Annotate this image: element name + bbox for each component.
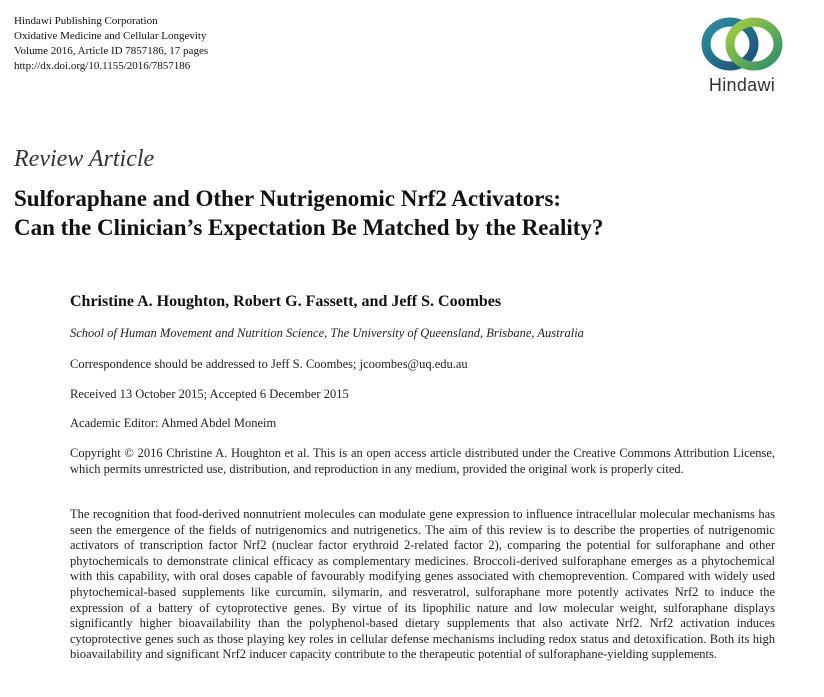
journal-name: Oxidative Medicine and Cellular Longevity xyxy=(14,30,207,42)
volume-info: Volume 2016, Article ID 7857186, 17 pages xyxy=(14,45,209,57)
received-dates: Received 13 October 2015; Accepted 6 December 2015 xyxy=(70,387,349,401)
abstract-text: The recognition that food-derived nonnutrient molecules can modulate gene expression to influence intracellular molecular mechanisms has seen the emergence of the fields of nutrigenomics and nutrigenetics. The aim of this review is to describe the properties of nutrigenomic activators of transcription factor Nrf2 (nuclear factor erythroid 2-related factor 2), comparing the potential for sulforaphane and other phytochemicals to demonstrate clinical efficacy as complementary medicines. Broccoli-derived sulforaphane emerges as a phytochemical with this capability, with oral doses capable of favourably modifying genes associated with chemoprevention. Compared with widely used phytochemical-based supplements like curcumin, silymarin, and resveratrol, sulforaphane more potently activates Nrf2 to induce the expression of a battery of cytoprotective genes. By virtue of its lipophilic nature and low molecular weight, sulforaphane displays significantly higher bioavailability than the polyphenol-based dietary supplements that also activate Nrf2. Nrf2 activation induces cytoprotective genes such as those playing key roles in cellular defense mechanisms including redox status and detoxification. Both its high bioavailability and significant Nrf2 inducer capacity contribute to the therapeutic potential of sulforaphane-yielding supplements. xyxy=(70,507,775,662)
journal-header xyxy=(14,14,208,74)
hindawi-wordmark: Hindawi xyxy=(708,75,776,95)
hindawi-logo xyxy=(696,12,788,98)
publisher-name: Hindawi Publishing Corporation xyxy=(14,15,158,27)
affiliation: School of Human Movement and Nutrition Science, The University of Queensland, Brisbane, Australia xyxy=(70,326,584,340)
article-type: Review Article xyxy=(14,146,155,172)
article-title xyxy=(14,184,804,242)
copyright-notice: Copyright © 2016 Christine A. Houghton et al. This is an open access article distributed under the Creative Commons Attribution License, which permits unrestricted use, distribution, and reproduction in any medium, provided the original work is properly cited. xyxy=(70,446,775,476)
author-list: Christine A. Houghton, Robert G. Fassett, and Jeff S. Coombes xyxy=(70,293,502,310)
academic-editor: Academic Editor: Ahmed Abdel Moneim xyxy=(70,416,277,430)
title-line-2: Can the Clinician’s Expectation Be Matched by the Reality? xyxy=(14,215,604,240)
doi-link[interactable]: http://dx.doi.org/10.1155/2016/7857186 xyxy=(14,60,191,72)
hindawi-rings-icon xyxy=(696,12,788,74)
title-line-1: Sulforaphane and Other Nutrigenomic Nrf2 Activators: xyxy=(14,186,562,211)
correspondence: Correspondence should be addressed to Jeff S. Coombes; jcoombes@uq.edu.au xyxy=(70,357,468,371)
